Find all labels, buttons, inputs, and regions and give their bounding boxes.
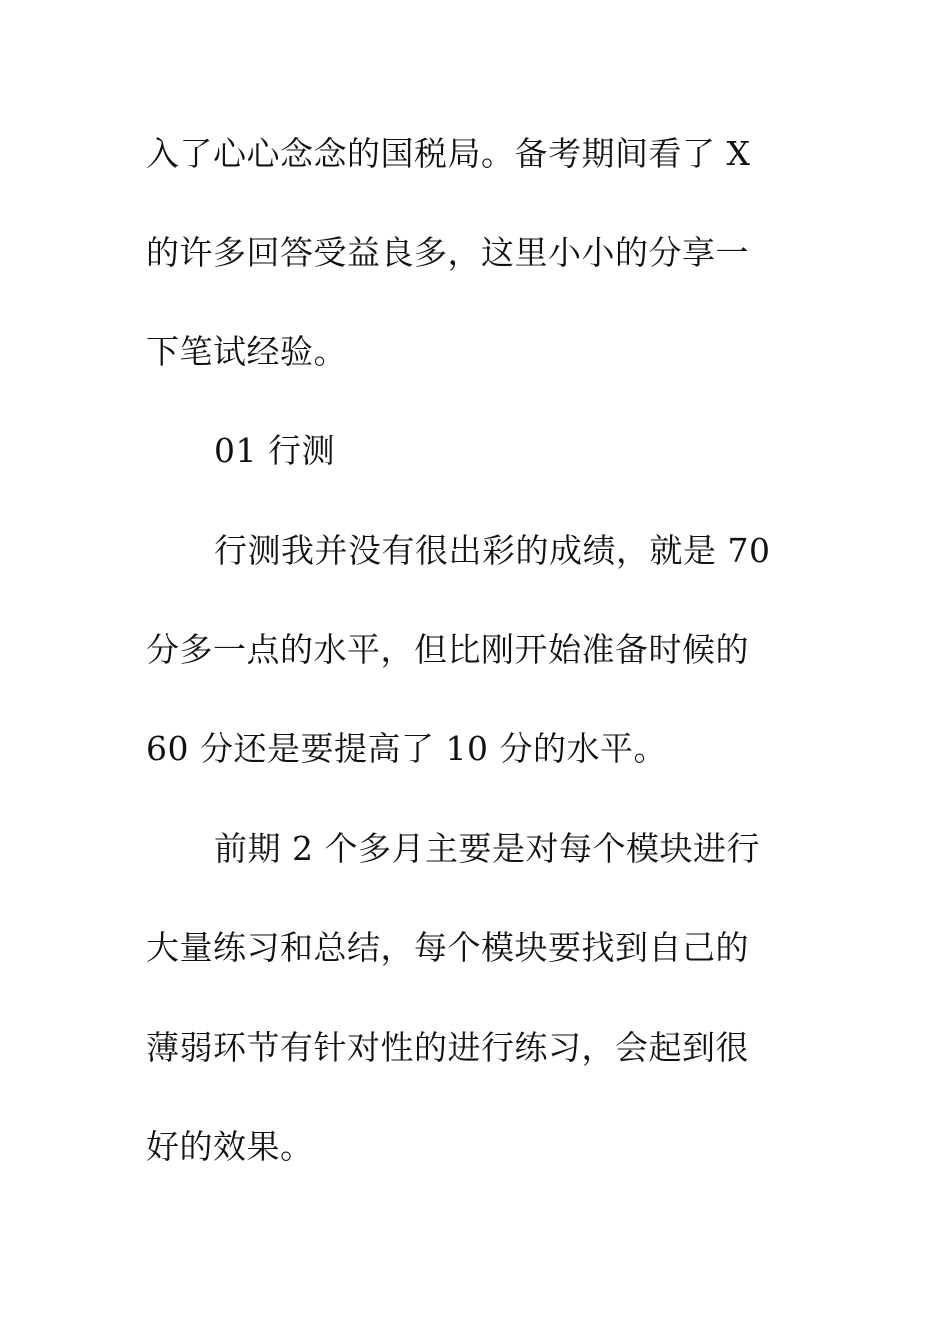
text-line-3: 下笔试经验。 xyxy=(146,332,347,371)
text-line-5: 行测我并没有很出彩的成绩，就是 70 xyxy=(214,531,771,570)
text-line-11: 好的效果。 xyxy=(146,1127,314,1166)
text-line-9: 大量练习和总结，每个模块要找到自己的 xyxy=(146,928,749,967)
text-line-6: 分多一点的水平，但比刚开始准备时候的 xyxy=(146,630,749,669)
text-line-8: 前期 2 个多月主要是对每个模块进行 xyxy=(214,829,760,868)
text-line-2: 的许多回答受益良多，这里小小的分享一 xyxy=(146,233,749,272)
section-heading: 01 行测 xyxy=(214,431,335,470)
text-line-10: 薄弱环节有针对性的进行练习，会起到很 xyxy=(146,1028,749,1067)
text-line-1: 入了心心念念的国税局。备考期间看了 X xyxy=(146,134,751,173)
text-line-7: 60 分还是要提高了 10 分的水平。 xyxy=(146,729,667,768)
